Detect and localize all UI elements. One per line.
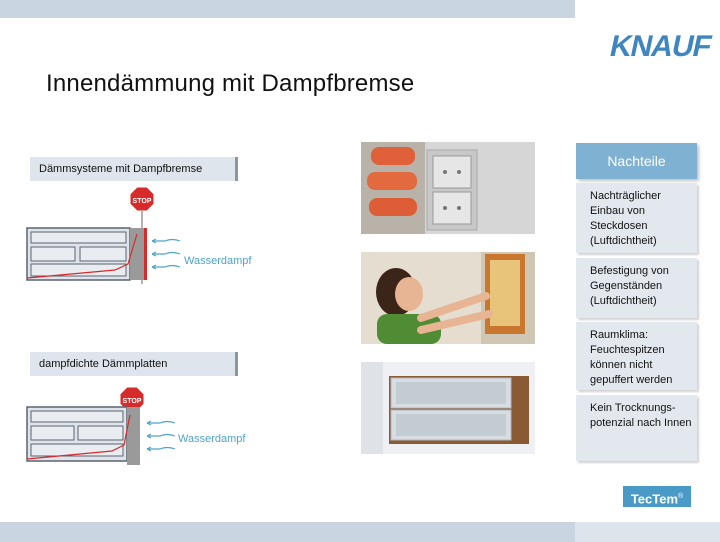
knauf-logo [604, 20, 714, 66]
disadvantage-item: Kein Trocknungs-potenzial nach Innen [576, 395, 697, 461]
photo-wall-cabinet [361, 362, 535, 454]
nachteile-heading: Nachteile [576, 143, 697, 179]
wall-bricks [27, 407, 127, 461]
top-decor-bar [0, 0, 575, 18]
wall-bricks [27, 228, 130, 280]
section-label-vapor-barrier: Dämmsysteme mit Dampfbremse [30, 157, 238, 181]
disadvantage-item: Befestigung von Gegenständen (Luftdichtheit) [576, 258, 697, 318]
vapor-barrier-layer [144, 228, 147, 280]
vapor-label-1: Wasserdampf [184, 255, 252, 267]
vapor-arrows-icon [147, 421, 175, 451]
tectem-mark: ® [678, 493, 684, 500]
bottom-decor-bar-right [575, 522, 720, 542]
slide-title: Innendämmung mit Dampfbremse [46, 70, 415, 97]
wall-diagram-vapor-tight [20, 385, 190, 467]
section-label-vapor-tight-boards: dampfdichte Dämmplatten [30, 352, 238, 376]
photo-wall-sockets [361, 142, 535, 234]
tectem-text: TecTem [630, 491, 679, 507]
stop-sign-text: STOP [132, 198, 152, 205]
vapor-label-2: Wasserdampf [178, 433, 246, 445]
disadvantage-item: Raumklima: Feuchtespitzen können nicht gepuffert werden [576, 322, 697, 390]
disadvantage-item: Nachträglicher Einbau von Steckdosen (Luftdichtheit) [576, 183, 697, 253]
photo-woman-hanging-picture [361, 252, 535, 344]
stop-sign-text: STOP [122, 398, 142, 405]
wall-diagram-vapor-barrier [20, 184, 190, 290]
vapor-arrows-icon [152, 239, 180, 269]
vapor-tight-board [127, 407, 140, 465]
tectem-badge [623, 486, 691, 507]
logo-text: KNAUF [606, 30, 714, 63]
